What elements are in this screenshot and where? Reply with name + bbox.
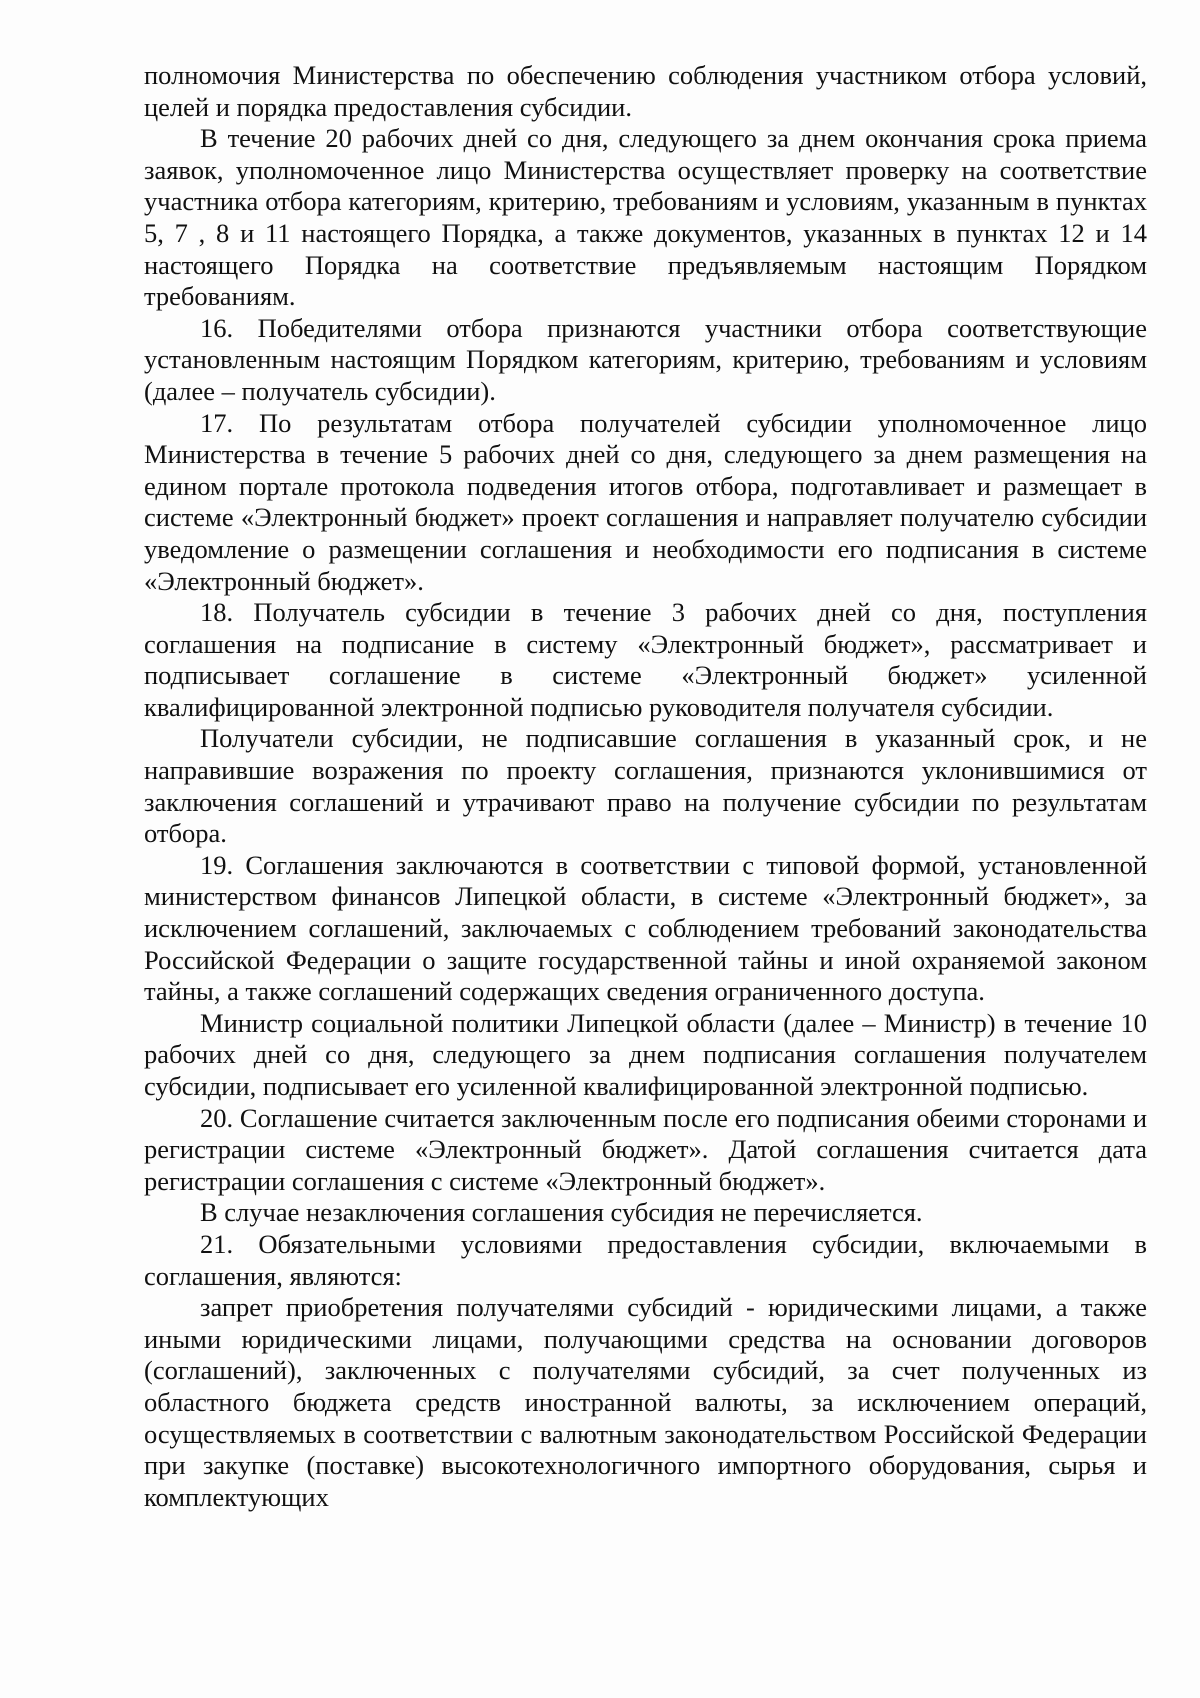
paragraph-20-concluded: 20. Соглашение считается заключенным после его подписания обеими сторонами и регистрации системе «Электронный бюджет». Датой соглашения считается дата регистрации соглашения с системе «Электронный бюджет». [144,1102,1147,1196]
document-body [144,60,1147,1513]
paragraph-16-winners: 16. Победителями отбора признаются участники отбора соответствующие установленным настоящим Порядком категориям, критерию, требованиям и условиям (далее – получатель субсидии). [144,312,1147,406]
paragraph-21-conditions: 21. Обязательными условиями предоставления субсидии, включаемыми в соглашения, являются: [144,1228,1147,1291]
paragraph-17-agreement-draft: 17. По результатам отбора получателей субсидии уполномоченное лицо Министерства в течение 5 рабочих дней со дня, следующего за днем размещения на едином портале протокола подведения итогов отбора, подготавливает и размещает в системе «Электронный бюджет» проект соглашения и направляет получателю субсидии уведомление о размещении соглашения и необходимости его подписания в системе «Электронный бюджет». [144,407,1147,596]
paragraph-evasion: Получатели субсидии, не подписавшие соглашения в указанный срок, и не направившие возражения по проекту соглашения, признаются уклонившимися от заключения соглашений и утрачивают право на получение субсидии по результатам отбора. [144,723,1147,849]
paragraph-minister-signing: Министр социальной политики Липецкой области (далее – Министр) в течение 10 рабочих дней со дня, следующего за днем подписания соглашения получателем субсидии, подписывает его усиленной квалифицированной электронной подписью. [144,1007,1147,1101]
paragraph-18-signing: 18. Получатель субсидии в течение 3 рабочих дней со дня, поступления соглашения на подписание в систему «Электронный бюджет», рассматривает и подписывает соглашение в системе «Электронный бюджет» усиленной квалифицированной электронной подписью руководителя получателя субсидии. [144,597,1147,722]
paragraph-continuation: полномочия Министерства по обеспечению соблюдения участником отбора условий, целей и порядка предоставления субсидии. [144,60,1147,122]
paragraph-currency-ban: запрет приобретения получателями субсидий - юридическими лицами, а также иными юридическими лицами, получающими средства на основании договоров (соглашений), заключенных с получателями субсидий, за счет полученных из областного бюджета средств иностранной валюты, за исключением операций, осуществляемых в соответствии с валютным законодательством Российской Федерации при закупке (поставке) высокотехнологичного импортного оборудования, сырья и комплектующих [144,1292,1147,1512]
paragraph-non-conclusion: В случае незаключения соглашения субсидия не перечисляется. [200,1197,923,1228]
paragraph-verification-period: В течение 20 рабочих дней со дня, следующего за днем окончания срока приема заявок, уполномоченное лицо Министерства осуществляет проверку на соответствие участника отбора категориям, критерию, требованиям и условиям, указанным в пунктах 5, 7 , 8 и 11 настоящего Порядка, а также документов, указанных в пунктах 12 и 14 настоящего Порядка на соответствие предъявляемым настоящим Порядком требованиям. [144,123,1147,312]
paragraph-19-standard-form: 19. Соглашения заключаются в соответствии с типовой формой, установленной министерством финансов Липецкой области, в системе «Электронный бюджет», за исключением соглашений, заключаемых с соблюдением требований законодательства Российской Федерации о защите государственной тайны и иной охраняемой законом тайны, а также соглашений содержащих сведения ограниченного доступа. [144,849,1147,1007]
